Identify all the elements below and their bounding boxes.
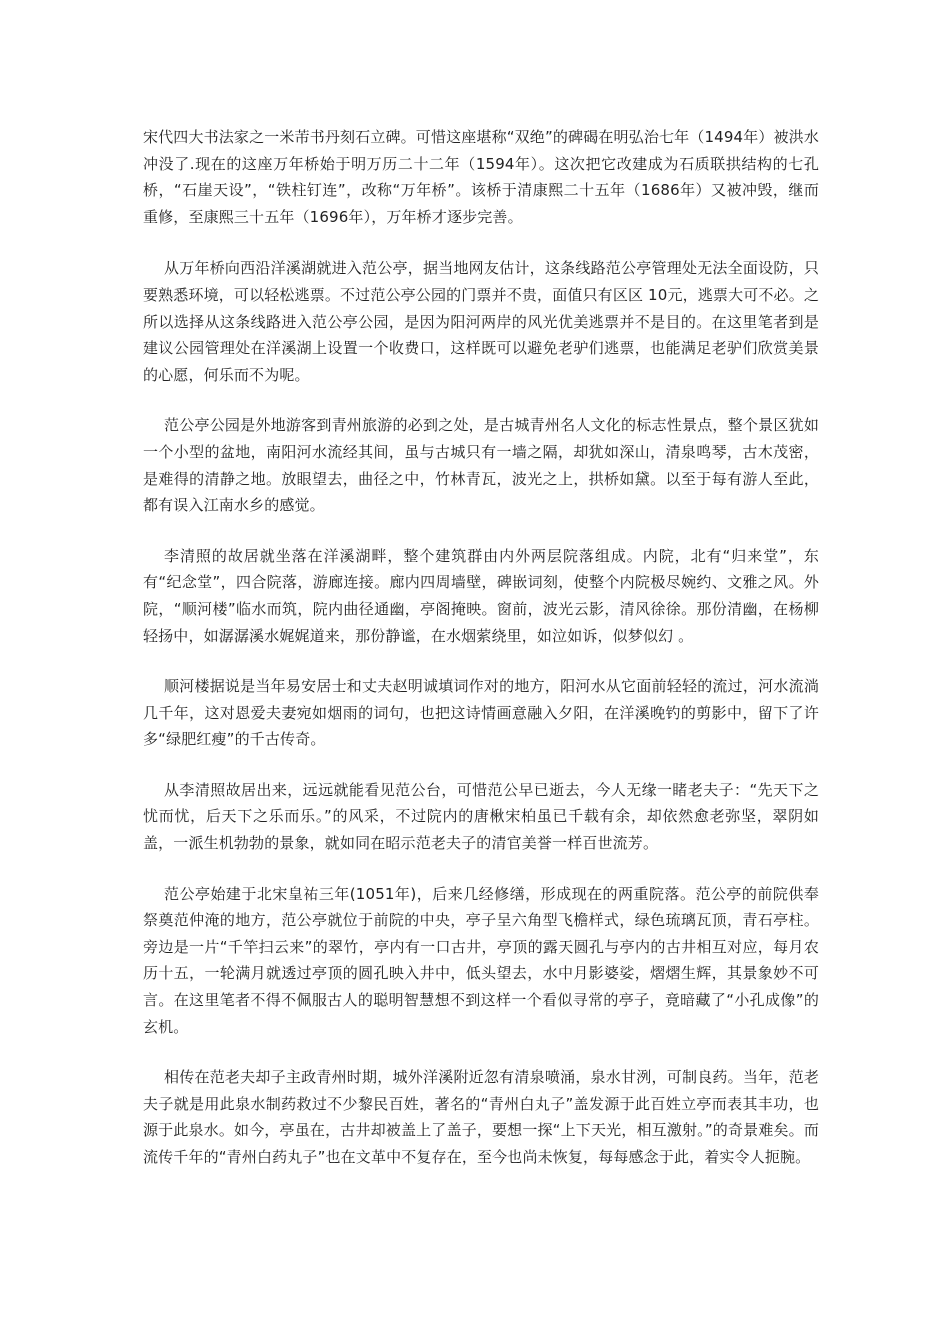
paragraph-park-description: 范公亭公园是外地游客到青州旅游的必到之处，是古城青州名人文化的标志性景点，整个景区犹如一个小型的盆地，南阳河水流经其间，虽与古城只有一墙之隔，却犹如深山，清泉鸣琴，古木茂密，是难得的清静之地。放眼望去，曲径之中，竹林青瓦，波光之上，拱桥如黛。以至于每有游人至此，都有误入江南水乡的感觉。 — [143, 416, 819, 515]
paragraph-li-qingzhao-residence: 李清照的故居就坐落在洋溪湖畔，整个建筑群由内外两层院落组成。内院，北有“归来堂”，东有“纪念堂”，四合院落，游廊连接。廊内四周墙壁，碑嵌词刻，使整个内院极尽婉约、文雅之风。外院，“顺河楼”临水而筑，院内曲径通幽，亭阁掩映。窗前，波光云影，清风徐徐。那份清幽，在杨柳轻扬中，如潺潺溪水娓娓道来，那份静谧，在水烟萦绕里，如泣如诉，似梦似幻 。 — [143, 546, 819, 645]
paragraph-shunhe-tower: 顺河楼据说是当年易安居士和丈夫赵明诚填词作对的地方，阳河水从它面前轻轻的流过，河水流淌几千年，这对恩爱夫妻宛如烟雨的词句，也把这诗情画意融入夕阳，在洋溪晚钓的剪影中，留下了许多“绿肥红瘦”的千古传奇。 — [143, 677, 819, 749]
paragraph-wannian-bridge-history: 宋代四大书法家之一米芾书丹刻石立碑。可惜这座堪称“双绝”的碑碣在明弘治七年（1494年）被洪水冲没了.现在的这座万年桥始于明万历二十二年（1594年）。这次把它改建成为石质联拱结构的七孔桥，“石崖天设”，“铁柱钉连”，改称“万年桥”。该桥于清康熙二十五年（1686年）又被冲毁，继而重修，至康熙三十五年（1696年），万年桥才逐步完善。 — [143, 128, 819, 226]
article-body — [143, 124, 819, 1195]
paragraph-fangong-pavilion: 范公亭始建于北宋皇祐三年(1051年)，后来几经修缮，形成现在的两重院落。范公亭的前院供奉祭奠范仲淹的地方，范公亭就位于前院的中央，亭子呈六角型飞檐样式，绿色琉璃瓦顶，青石亭柱。旁边是一片“千竿扫云来”的翠竹，亭内有一口古井，亭顶的露天圆孔与亭内的古井相互对应，每月农历十五，一轮满月就透过亭顶的圆孔映入井中，低头望去，水中月影婆娑，熠熠生辉，其景象妙不可言。在这里笔者不得不佩服古人的聪明智慧想不到这样一个看似寻常的亭子，竟暗藏了“小孔成像”的玄机。 — [143, 884, 819, 1036]
paragraph-spring-legend: 相传在范老夫却子主政青州时期，城外洋溪附近忽有清泉喷涌，泉水甘洌，可制良药。当年，范老夫子就是用此泉水制药救过不少黎民百姓，著名的“青州白丸子”盖发源于此百姓立亭而表其丰功，也源于此泉水。如今，亭虽在，古井却被盖上了盖子，要想一探“上下天光，相互激射。”的奇景难矣。而流传千年的“青州白药丸子”也在文革中不复存在，至今也尚未恢复，每每感念于此，着实令人扼腕。 — [143, 1068, 819, 1166]
paragraph-fangong-terrace: 从李清照故居出来，远远就能看见范公台，可惜范公早已逝去，今人无缘一睹老夫子：“先天下之忧而忧，后天下之乐而乐。”的风采，不过院内的唐楸宋柏虽已千载有余，却依然愈老弥坚，翠阴如盖，一派生机勃勃的景象，就如同在昭示范老夫子的清官美誉一样百世流芳。 — [143, 780, 819, 853]
paragraph-route-to-fangongting: 从万年桥向西沿洋溪湖就进入范公亭，据当地网友估计，这条线路范公亭管理处无法全面设防，只要熟悉环境，可以轻松逃票。不过范公亭公园的门票并不贵，面值只有区区 10元，逃票大可不必。之所以选择从这条线路进入范公亭公园，是因为阳河两岸的风光优美逃票并不是目的。在这里笔者到是建议公园管理处在洋溪湖上设置一个收费口，这样既可以避免老驴们逃票，也能满足老驴们欣赏美景的心愿，何乐而不为呢。 — [143, 259, 819, 384]
